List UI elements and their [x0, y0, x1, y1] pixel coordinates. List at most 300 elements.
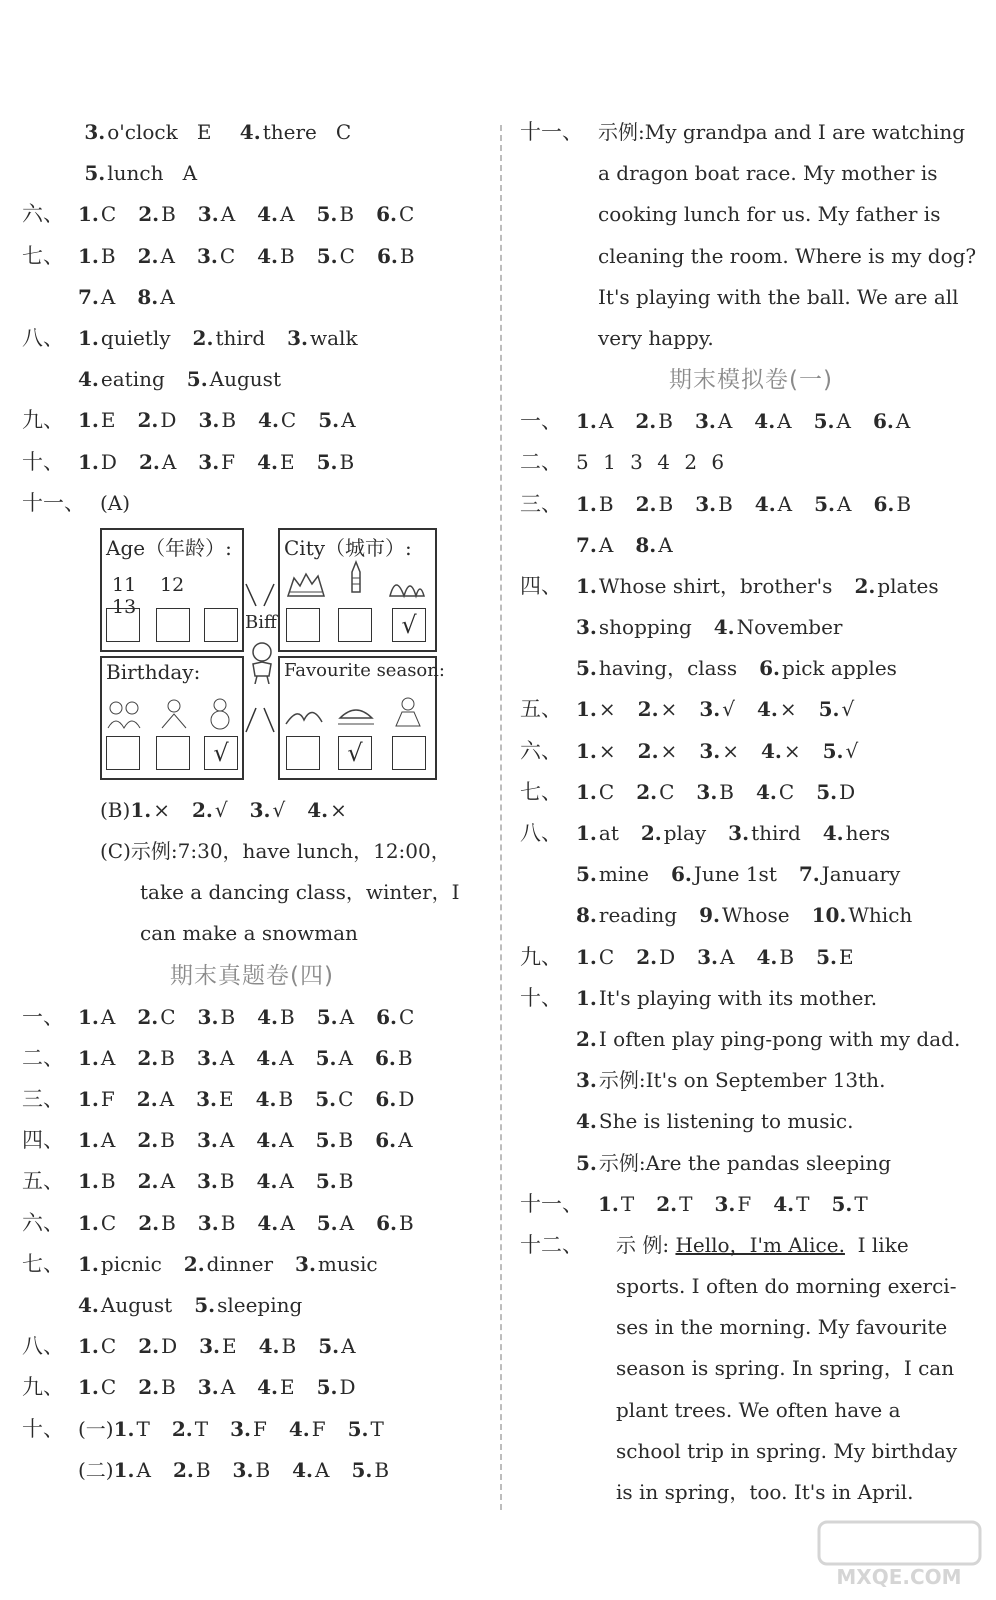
answer-value: D	[161, 1334, 178, 1359]
mock-section-12-line2: sports. I often do morning exerci-	[616, 1274, 957, 1299]
answer-item	[257, 442, 295, 483]
answer-number: 6.	[374, 1045, 396, 1070]
answer-number: 2.	[192, 325, 214, 350]
answer-item	[576, 648, 737, 689]
answer-value: third	[751, 821, 801, 845]
answer-item	[812, 895, 913, 936]
answer-number: 4.	[257, 1210, 279, 1235]
answer-value: at	[598, 821, 619, 845]
answer-value: B	[195, 1457, 211, 1482]
answer-value: F	[252, 1416, 267, 1441]
answer-item	[78, 318, 171, 359]
answer-number: 1.	[78, 1210, 99, 1235]
answer-item	[137, 1038, 175, 1079]
answer-number: 1.	[576, 409, 597, 434]
answer-number: 4.	[756, 697, 778, 722]
answer-item	[197, 1120, 234, 1161]
answer-number: 2.	[138, 1210, 160, 1235]
answer-number: 2.	[191, 797, 213, 822]
mock-section-11: 十一、 1. T 2. T 3. F 4. T 5. T	[520, 1184, 982, 1225]
answer-item	[78, 1367, 116, 1408]
answer-number: 3.	[249, 797, 271, 822]
mock-section-3-cont	[520, 525, 982, 566]
answer-item	[317, 1203, 354, 1244]
mock-section-12-line3: ses in the morning. My favourite	[616, 1315, 948, 1340]
answer-number: 4.	[257, 1375, 279, 1400]
answer-number: 3.	[197, 1004, 219, 1029]
answer-number: 2.	[640, 821, 662, 845]
answer-value: A	[598, 532, 614, 557]
answer-item	[317, 236, 355, 277]
answer-item	[315, 1079, 353, 1120]
answer-number: 3.	[196, 1128, 218, 1153]
answer-value: B	[339, 202, 355, 227]
answer-number: 6.	[759, 656, 781, 681]
answer-value: E	[100, 408, 116, 433]
answer-number: 1.	[78, 1375, 99, 1400]
answer-value: B	[339, 449, 355, 474]
answer-number: 5.	[318, 1334, 340, 1359]
exam4-section-10-cont: (二)1. A 2. B 3. B 4. A 5. B	[22, 1450, 482, 1491]
answer-value: A	[220, 202, 236, 227]
answer-value: picnic	[100, 1251, 162, 1276]
answer-number: 4.	[257, 202, 279, 227]
answer-value: ×	[779, 697, 797, 722]
answer-number: 5.	[316, 1375, 338, 1400]
answer-value: Whose	[721, 903, 790, 928]
answer-number: 1.	[576, 821, 597, 845]
answer-value: I often play ping-pong with my dad.	[598, 1026, 961, 1051]
answer-number: 3.	[728, 821, 750, 845]
answer-item	[78, 1203, 116, 1244]
exam4-section-9: 九、 1. C 2. B 3. A 4. E 5. D	[22, 1367, 482, 1408]
answer-item	[230, 1409, 267, 1450]
answer-item	[173, 1450, 211, 1491]
answer-item	[576, 1143, 891, 1184]
answer-number: 4.	[756, 779, 777, 804]
snowman-icon	[200, 696, 240, 730]
answer-item	[194, 1285, 302, 1326]
answer-item	[259, 1326, 297, 1367]
birthday-box	[100, 656, 244, 780]
answer-value: August	[100, 1292, 173, 1317]
answer-value: D	[839, 779, 856, 804]
answer-value: A	[100, 1128, 116, 1153]
answer-value: B	[658, 491, 674, 516]
section-7: 七、 1. B 2. A 3. C 4. B 5. C 6. B	[22, 236, 482, 277]
checkbox	[392, 608, 426, 642]
answer-value: A	[161, 449, 177, 474]
answer-value: T	[796, 1191, 810, 1216]
answer-number: 6.	[873, 491, 895, 516]
answer-item	[78, 277, 115, 318]
survey-figure	[100, 528, 460, 784]
answer-number: 4.	[256, 1045, 278, 1070]
answer-number: 7.	[798, 862, 820, 887]
answer-item	[78, 400, 116, 441]
mock-section-8: 八、 1. at 2. play 3. third 4. hers	[520, 813, 982, 854]
answer-item	[576, 731, 616, 772]
exam4-section-2: 二、 1. A 2. B 3. A 4. A 5. A 6. B	[22, 1038, 482, 1079]
answer-item	[256, 1120, 293, 1161]
answer-item	[198, 400, 236, 441]
mock-section-4-cont1	[520, 607, 982, 648]
answer-item	[375, 1038, 413, 1079]
answer-number: 5.	[315, 1169, 337, 1194]
answer-value: quietly	[100, 325, 171, 350]
answer-number: 2.	[637, 697, 659, 722]
answer-value: B	[278, 1087, 294, 1111]
answer-number: 5.	[813, 409, 835, 434]
answer-item	[636, 937, 675, 978]
answer-item	[78, 1326, 116, 1367]
answer-item	[576, 854, 649, 895]
answer-number: 7.	[576, 532, 597, 557]
answer-number: 6.	[376, 1004, 397, 1029]
answer-value: A	[339, 1004, 355, 1029]
answer-number: 1.	[78, 1087, 99, 1111]
answer-value: F	[311, 1416, 326, 1441]
answer-value: 示例:It's on September 13th.	[598, 1068, 886, 1093]
answer-item	[576, 895, 677, 936]
answer-item	[728, 813, 801, 854]
answer-item	[198, 194, 235, 235]
answer-number: 6.	[375, 1087, 397, 1111]
answer-number: 3.	[287, 325, 309, 350]
answer-number: 6.	[376, 243, 398, 268]
answer-item	[138, 1161, 175, 1202]
answer-number: 5.	[186, 367, 208, 392]
answer-item	[316, 194, 354, 235]
answer-value: A	[160, 1169, 175, 1194]
answer-number: 3.	[197, 202, 219, 227]
answer-item	[78, 997, 115, 1038]
answer-number: 4.	[307, 797, 329, 822]
checkbox	[338, 608, 372, 642]
answer-item	[773, 1184, 809, 1225]
answer-value: having，class	[598, 656, 738, 681]
answer-value: She is listening to music.	[598, 1109, 854, 1134]
age-title: Age（年龄）:	[106, 535, 232, 560]
answer-number: 3.	[699, 738, 721, 763]
answer-item	[317, 1367, 356, 1408]
answer-number: 2.	[635, 409, 657, 434]
answer-number: 4.	[292, 1457, 314, 1482]
answer-number: 4.	[754, 409, 776, 434]
answer-value: B	[160, 1045, 175, 1070]
answer-item	[636, 484, 674, 525]
exam4-section-10: 十、 (一)1. T 2. T 3. F 4. F 5. T	[22, 1409, 482, 1450]
answer-value: √	[845, 738, 859, 763]
answer-value: A	[280, 202, 295, 227]
exam4-section-6: 六、 1. C 2. B 3. B 4. A 5. A 6. B	[22, 1203, 482, 1244]
answer-item	[78, 1161, 116, 1202]
mock-section-12-line4: season is spring. In spring，I can	[616, 1356, 955, 1381]
answer-item	[137, 997, 175, 1038]
answer-item	[256, 1079, 294, 1120]
spring-icon	[284, 696, 324, 730]
answer-item	[699, 689, 735, 730]
answer-value: A	[720, 944, 735, 969]
answer-item	[193, 318, 266, 359]
section-11-line3: cooking lunch for us. My father is	[598, 202, 941, 227]
answer-item	[318, 1326, 355, 1367]
checkbox	[392, 736, 426, 770]
answer-number: 1.	[78, 1128, 99, 1153]
answer-value: D	[160, 408, 177, 433]
answer-number: 5.	[316, 243, 338, 268]
birthday-title: Birthday:	[106, 659, 201, 684]
mock-section-2: 二、 5 1 3 4 2 6	[520, 450, 729, 475]
answer-value: A	[160, 243, 175, 268]
answer-value: B	[398, 1210, 414, 1235]
mock-section-10-line5	[520, 1143, 982, 1184]
answer-number: 10.	[811, 903, 847, 928]
answer-number: 5.	[315, 1045, 337, 1070]
exam4-section-7-cont	[22, 1285, 482, 1326]
answer-number: 3.	[198, 449, 220, 474]
answer-value: B	[338, 1169, 354, 1194]
answer-item	[576, 1060, 885, 1101]
answer-item	[257, 194, 294, 235]
answer-value: A	[658, 532, 673, 557]
answer-number: 4.	[258, 1334, 280, 1359]
checkbox	[204, 608, 238, 642]
answer-value: B	[161, 202, 176, 227]
answer-value: B	[220, 1004, 236, 1029]
answer-number: 6.	[670, 862, 692, 887]
summer-icon	[336, 696, 376, 730]
answer-value: B	[219, 1169, 235, 1194]
answer-value: A	[598, 409, 614, 434]
answer-item	[695, 401, 732, 442]
answer-number: 1.	[78, 1045, 99, 1070]
answer-number: 2.	[137, 1004, 159, 1029]
answer-number: 2.	[636, 779, 658, 804]
answer-number: 5.	[315, 1128, 337, 1153]
part-c-line1: (C)示例:7:30，have lunch，12:00，	[100, 839, 451, 864]
answer-number: 2.	[138, 202, 160, 227]
answer-value: T	[370, 1416, 384, 1441]
answer-item	[78, 442, 117, 483]
answer-value: B	[718, 491, 733, 516]
answer-number: 3.	[576, 1068, 597, 1093]
answer-value: T	[679, 1191, 693, 1216]
answer-number: 3.	[230, 1416, 251, 1441]
answer-value: D	[339, 1375, 356, 1400]
mock-section-10-line1: 十、 1. It's playing with its mother.	[520, 978, 982, 1019]
part-b: (B)1. × 2. √ 3. √ 4. ×	[22, 790, 482, 831]
answer-value: A	[338, 1045, 353, 1070]
answer-number: 2.	[656, 1191, 678, 1216]
answer-number: 5.	[194, 1292, 216, 1317]
answer-value: E	[280, 1375, 295, 1400]
answer-value: B	[160, 1128, 175, 1153]
answer-item	[289, 1409, 326, 1450]
answer-item	[78, 1079, 115, 1120]
answer-number: 7.	[78, 284, 99, 309]
answer-value: A	[836, 409, 851, 434]
answer-value: √	[272, 797, 286, 822]
answer-value: C	[778, 779, 795, 804]
check-mark: √	[401, 610, 417, 639]
answer-number: 3.	[196, 1045, 218, 1070]
answer-item	[377, 236, 415, 277]
answer-value: A	[100, 1004, 116, 1029]
answer-value: T	[620, 1191, 635, 1216]
answer-item	[699, 731, 739, 772]
answer-item	[376, 194, 414, 235]
answer-number: 1.	[113, 1457, 135, 1482]
answer-number: 1.	[576, 491, 597, 516]
answer-value: C	[100, 1334, 117, 1359]
answer-value: ×	[598, 738, 616, 763]
answer-item	[598, 1184, 634, 1225]
answer-item	[348, 1409, 384, 1450]
answer-item	[376, 997, 414, 1038]
answer-number: 2.	[137, 1128, 159, 1153]
answer-item	[823, 813, 890, 854]
answer-value: B	[220, 1210, 236, 1235]
answer-item	[699, 895, 789, 936]
answer-value: Whose shirt，brother's	[598, 573, 833, 598]
answer-item	[184, 1244, 273, 1285]
answer-item	[78, 1120, 115, 1161]
answer-number: 1.	[78, 325, 99, 350]
answer-number: 4.	[773, 1191, 795, 1216]
section-8-cont	[22, 359, 482, 400]
answer-value: A	[100, 284, 116, 309]
answer-item	[759, 648, 897, 689]
answer-value: C	[100, 202, 117, 227]
answer-number: 5.	[316, 449, 338, 474]
answer-item	[576, 772, 614, 813]
answer-item	[641, 813, 706, 854]
answer-number: 3.	[198, 408, 220, 433]
answer-value: E	[279, 449, 295, 474]
answer-number: 4.	[576, 1109, 597, 1134]
answer-number: 1.	[130, 797, 152, 822]
answer-item	[258, 400, 296, 441]
answer-value: Which	[848, 903, 913, 928]
part-c-line2: take a dancing class，winter，I	[140, 880, 460, 905]
answer-value: A	[220, 1375, 236, 1400]
answer-item	[198, 1203, 236, 1244]
answer-number: 6.	[376, 1210, 397, 1235]
answer-value: mine	[598, 862, 649, 887]
answer-number: 4.	[288, 1416, 310, 1441]
answer-item	[576, 484, 614, 525]
answer-number: 8.	[137, 284, 159, 309]
answer-item	[756, 937, 794, 978]
checkbox	[286, 608, 320, 642]
answer-item	[192, 790, 228, 831]
answer-value: B	[896, 491, 912, 516]
answer-value: B	[399, 243, 415, 268]
section-11: 十一、 (A)	[22, 490, 131, 515]
answer-value: A	[279, 1045, 294, 1070]
answer-value: C	[280, 408, 297, 433]
answer-number: 3.	[232, 1457, 254, 1482]
answer-item	[697, 937, 734, 978]
answer-item	[316, 1120, 354, 1161]
answer-number: 3.	[197, 1375, 219, 1400]
answer-value: sleeping	[217, 1292, 303, 1317]
section-11-line4: cleaning the room. Where is my dog?	[598, 243, 977, 268]
answer-item	[130, 790, 170, 831]
answer-number: 5.	[816, 779, 838, 804]
answer-number: 1.	[78, 202, 99, 227]
answer-value: C	[598, 944, 615, 969]
answer-value: B	[658, 409, 673, 434]
answer-item	[318, 400, 355, 441]
answer-value: √	[841, 697, 855, 722]
answer-item	[755, 484, 792, 525]
answer-item	[576, 689, 616, 730]
answer-value: C	[398, 1004, 415, 1029]
mock-section-10-line2	[520, 1019, 982, 1060]
answer-value: B	[100, 1169, 116, 1194]
answer-number: 1.	[78, 1251, 99, 1276]
answer-line: 3. o'clock E 4. there C	[84, 120, 352, 144]
answer-value: B	[719, 779, 734, 804]
exam4-section-4: 四、 1. A 2. B 3. A 4. A 5. B 6. A	[22, 1120, 482, 1161]
answer-value: dinner	[206, 1251, 274, 1276]
answer-item	[823, 731, 859, 772]
answer-number: 3.	[694, 409, 716, 434]
mock-section-6: 六、 1. × 2. × 3. × 4. × 5. √	[520, 731, 982, 772]
answer-item	[635, 525, 672, 566]
answer-number: 1.	[576, 573, 597, 598]
answer-value: F	[100, 1087, 115, 1111]
answer-number: 3.	[697, 944, 719, 969]
answer-line: 5. lunch A	[84, 161, 198, 186]
answer-value: B	[255, 1457, 271, 1482]
answer-value: B	[374, 1457, 390, 1482]
winter-icon	[388, 694, 428, 728]
answer-number: 4.	[258, 408, 279, 433]
answer-number: 4.	[255, 1087, 277, 1111]
answer-item	[198, 997, 236, 1038]
answer-value: √	[722, 697, 735, 722]
answer-number: 4.	[257, 449, 278, 474]
answer-value: It's playing with its mother.	[598, 985, 878, 1010]
answer-number: 2.	[854, 573, 876, 598]
answer-value: B	[161, 1210, 176, 1235]
season-title: Favourite season:	[284, 659, 445, 681]
answer-item	[199, 1326, 237, 1367]
answer-number: 2.	[637, 738, 659, 763]
season-box	[278, 656, 445, 780]
answer-item	[695, 484, 733, 525]
answer-number: 3.	[576, 615, 597, 640]
mock-section-12-line1: 十二、 示 例: Hello，I'm Alice. I like	[520, 1232, 909, 1257]
answer-number: 4.	[78, 1292, 99, 1317]
answer-number: 4.	[257, 243, 279, 268]
answer-value: B	[100, 243, 116, 268]
answer-value: A	[777, 491, 793, 516]
answer-value: C	[659, 779, 675, 804]
answer-value: music	[317, 1251, 378, 1276]
answer-item	[714, 1184, 751, 1225]
answer-item	[139, 442, 176, 483]
checkbox	[286, 736, 320, 770]
answer-value: T	[136, 1416, 150, 1441]
answer-number: 1.	[576, 697, 597, 722]
answer-value: A	[219, 1128, 235, 1153]
answer-value: A	[895, 409, 911, 434]
section-11-line2: a dragon boat race. My mother is	[598, 161, 938, 186]
